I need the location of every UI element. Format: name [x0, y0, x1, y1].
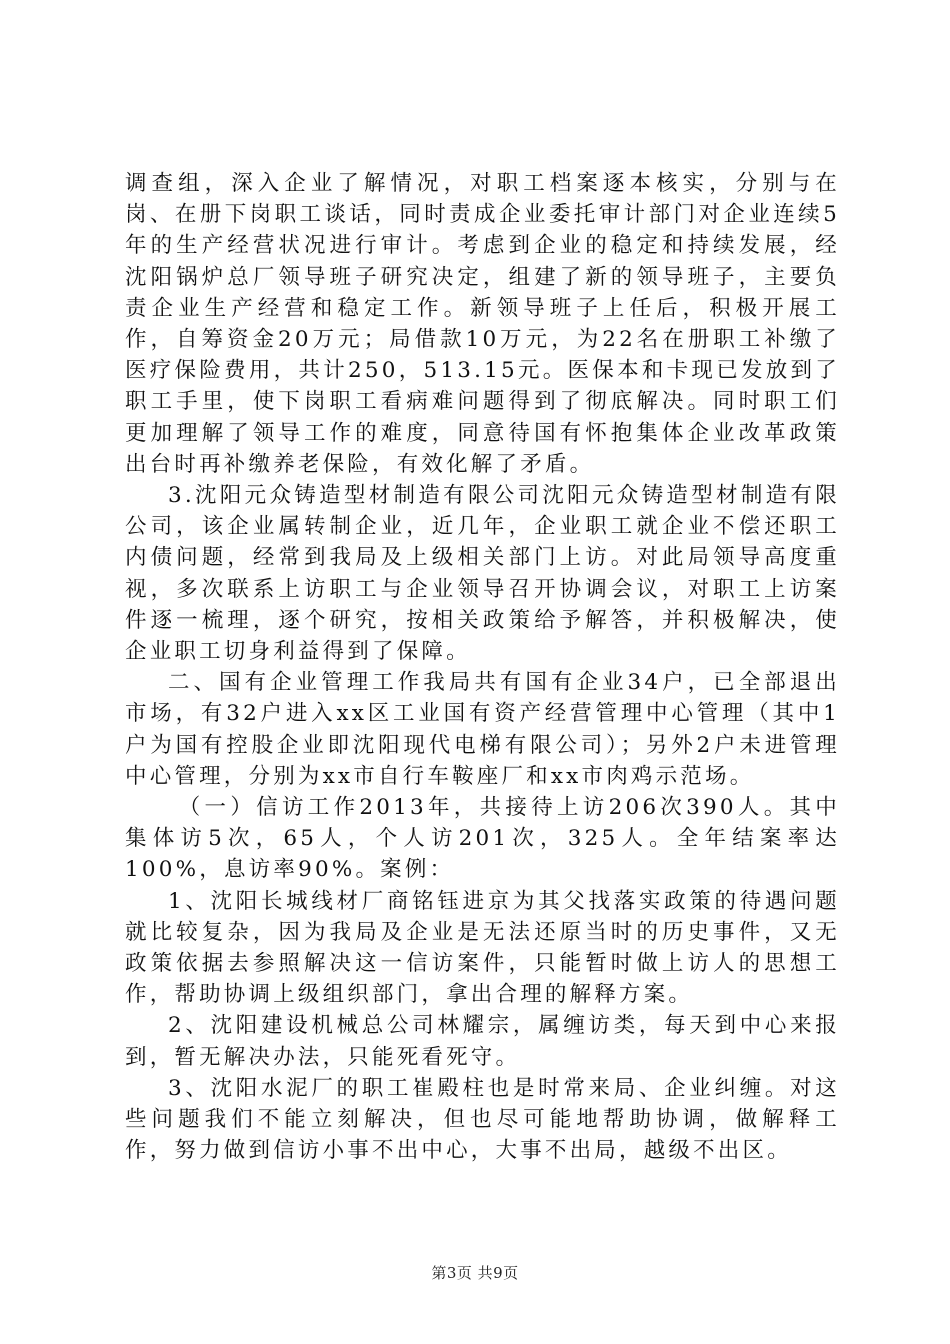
paragraph-continuation: 调查组，深入企业了解情况，对职工档案逐本核实，分别与在岗、在册下岗职工谈话，同时责成企业委托审计部门对企业连续5年的生产经营状况进行审计。考虑到企业的稳定和持续发展，经沈阳锅炉总厂领导班子研究决定，组建了新的领导班子，主要负责企业生产经营和稳定工作。新领导班子上任后，积极开展工作，自筹资金20万元；局借款10万元，为22名在册职工补缴了医疗保险费用，共计250，513.15元。医保本和卡现已发放到了职工手里，使下岗职工看病难问题得到了彻底解决。同时职工们更加理解了领导工作的难度，同意待国有怀抱集体企业改革政策出台时再补缴养老保险，有效化解了矛盾。 — [125, 171, 840, 477]
page-footer: 第3页 共9页 — [431, 1264, 519, 1282]
paragraph-item-3: 3.沈阳元众铸造型材制造有限公司沈阳元众铸造型材制造有限公司，该企业属转制企业，近几年，企业职工就企业不偿还职工内债问题，经常到我局及上级相关部门上访。对此局领导高度重视，多次联系上访职工与企业领导召开协调会议，对职工上访案件逐一梳理，逐个研究，按相关政策给予解答，并积极解决，使企业职工切身利益得到了保障。 — [125, 483, 840, 665]
paragraph-subsection-1: （一）信访工作2013年，共接待上访206次390人。其中集体访5次，65人，个人访201次，325人。全年结案率达100%，息访率90%。案例： — [125, 795, 840, 883]
paragraph-section-2: 二、国有企业管理工作我局共有国有企业34户，已全部退出市场，有32户进入xx区工业国有资产经营管理中心管理（其中1户为国有控股企业即沈阳现代电梯有限公司）；另外2户未进管理中心管理，分别为xx市自行车鞍座厂和xx市肉鸡示范场。 — [125, 670, 840, 789]
paragraph-case-2: 2、沈阳建设机械总公司林耀宗，属缠访类，每天到中心来报到，暂无解决办法，只能死看死守。 — [125, 1013, 840, 1070]
paragraph-case-1: 1、沈阳长城线材厂商铭钰进京为其父找落实政策的待遇问题就比较复杂，因为我局及企业是无法还原当时的历史事件，又无政策依据去参照解决这一信访案件，只能暂时做上访人的思想工作，帮助协调上级组织部门，拿出合理的解释方案。 — [125, 888, 840, 1008]
paragraph-case-3: 3、沈阳水泥厂的职工崔殿柱也是时常来局、企业纠缠。对这些问题我们不能立刻解决，但也尽可能地帮助协调，做解释工作，努力做到信访小事不出中心，大事不出局，越级不出区。 — [125, 1075, 840, 1164]
document-body — [125, 168, 840, 1167]
